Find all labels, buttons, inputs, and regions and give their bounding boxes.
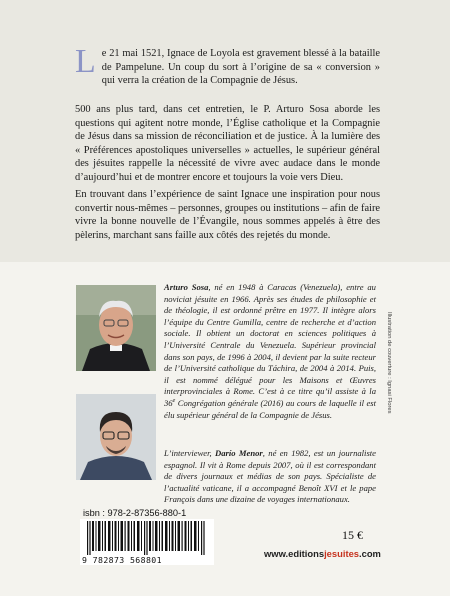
- website-prefix: www.editions: [264, 548, 325, 559]
- price: 15 €: [342, 528, 363, 542]
- menor-photo: [76, 394, 156, 480]
- summary-paragraph-1: [75, 43, 380, 88]
- barcode-number: 9 782873 568801: [82, 555, 162, 565]
- barcode: [80, 519, 214, 565]
- drop-cap: L: [75, 43, 96, 80]
- sosa-portrait-icon: [76, 285, 156, 371]
- website-accent: jesuites: [324, 548, 359, 559]
- isbn-label: isbn : 978-2-87356-880-1: [83, 508, 187, 518]
- sosa-bio-text: , né en 1948 à Caracas (Venezuela), entre au noviciat jésuite en 1966. Après ses études de philosophie et de théologie, il est ordonné prêtre en 1977. Il intègre alors l’équipe du Centre Gumilla, centre de recherche et d’action sociale. Il obtient un doctorat en sciences politiques à l’Université Centrale du Venezuela. Supérieur provincial dans son pays, de 1996 à 2004, il devient par la suite recteur de l’Université catholique du Táchira, de 2004 à 2014. Puis, il est nommé délégué pour les Maisons et Œuvres interprovinciales à Rome. C’est à ce titre qu’il assiste à la 36: [164, 282, 376, 408]
- menor-name: Darío Menor: [215, 448, 263, 458]
- sosa-name: Arturo Sosa: [164, 282, 209, 292]
- summary-paragraph-2: 500 ans plus tard, dans cet entretien, le P. Arturo Sosa aborde les questions qui agitent notre monde, l’Église catholique et la Compagnie de Jésus dans sa mission de réconciliation et de justice. À la lumière des « Préférences apostoliques universelles » actuelles, le supérieur général des jésuites rappelle la nécessité de vivre avec audace dans le monde d’aujourd’hui et de montrer encore et toujours la voie vers Dieu.: [75, 104, 380, 183]
- sosa-bio-text-end: Congrégation générale (2016) au cours de laquelle il est élu supérieur général de la Compagnie de Jésus.: [164, 397, 376, 420]
- sosa-bio-superscript: e: [172, 398, 176, 405]
- menor-bio-lead: L’interviewer,: [164, 448, 216, 458]
- publisher-website[interactable]: [264, 548, 381, 559]
- menor-portrait-icon: [76, 394, 156, 480]
- website-suffix: .com: [359, 548, 381, 559]
- sosa-photo: [76, 285, 156, 371]
- barcode-bars-icon: [87, 521, 207, 555]
- menor-biography: [164, 448, 376, 506]
- cover-illustration-credit: Illustration de couverture : Ignasi Flores: [386, 312, 392, 414]
- summary-paragraph-1-text: e 21 mai 1521, Ignace de Loyola est gravement blessé à la bataille de Pampelune. Un coup du sort à l’origine de sa « conversion » qui verra la création de la Compagnie de Jésus.: [101, 48, 380, 87]
- sosa-biography: [164, 282, 376, 421]
- menor-bio-text: , né en 1982, est un journaliste espagnol. Il vit à Rome depuis 2007, où il est correspondant de divers journaux et médias de son pays. Spécialiste de l’actualité vaticane, il a accompagné Benoît XVI et le pape François dans une dizaine de voyages internationaux.: [164, 448, 376, 505]
- summary-paragraph-3: En trouvant dans l’expérience de saint Ignace une inspiration pour nous convertir nous-mêmes – personnes, groupes ou institutions – afin de faire vivre la bonne nouvelle de l’Évangile, nous sommes appelés à être des pèlerins, marchant sans faille aux côtés des rejetés du monde.: [75, 189, 381, 241]
